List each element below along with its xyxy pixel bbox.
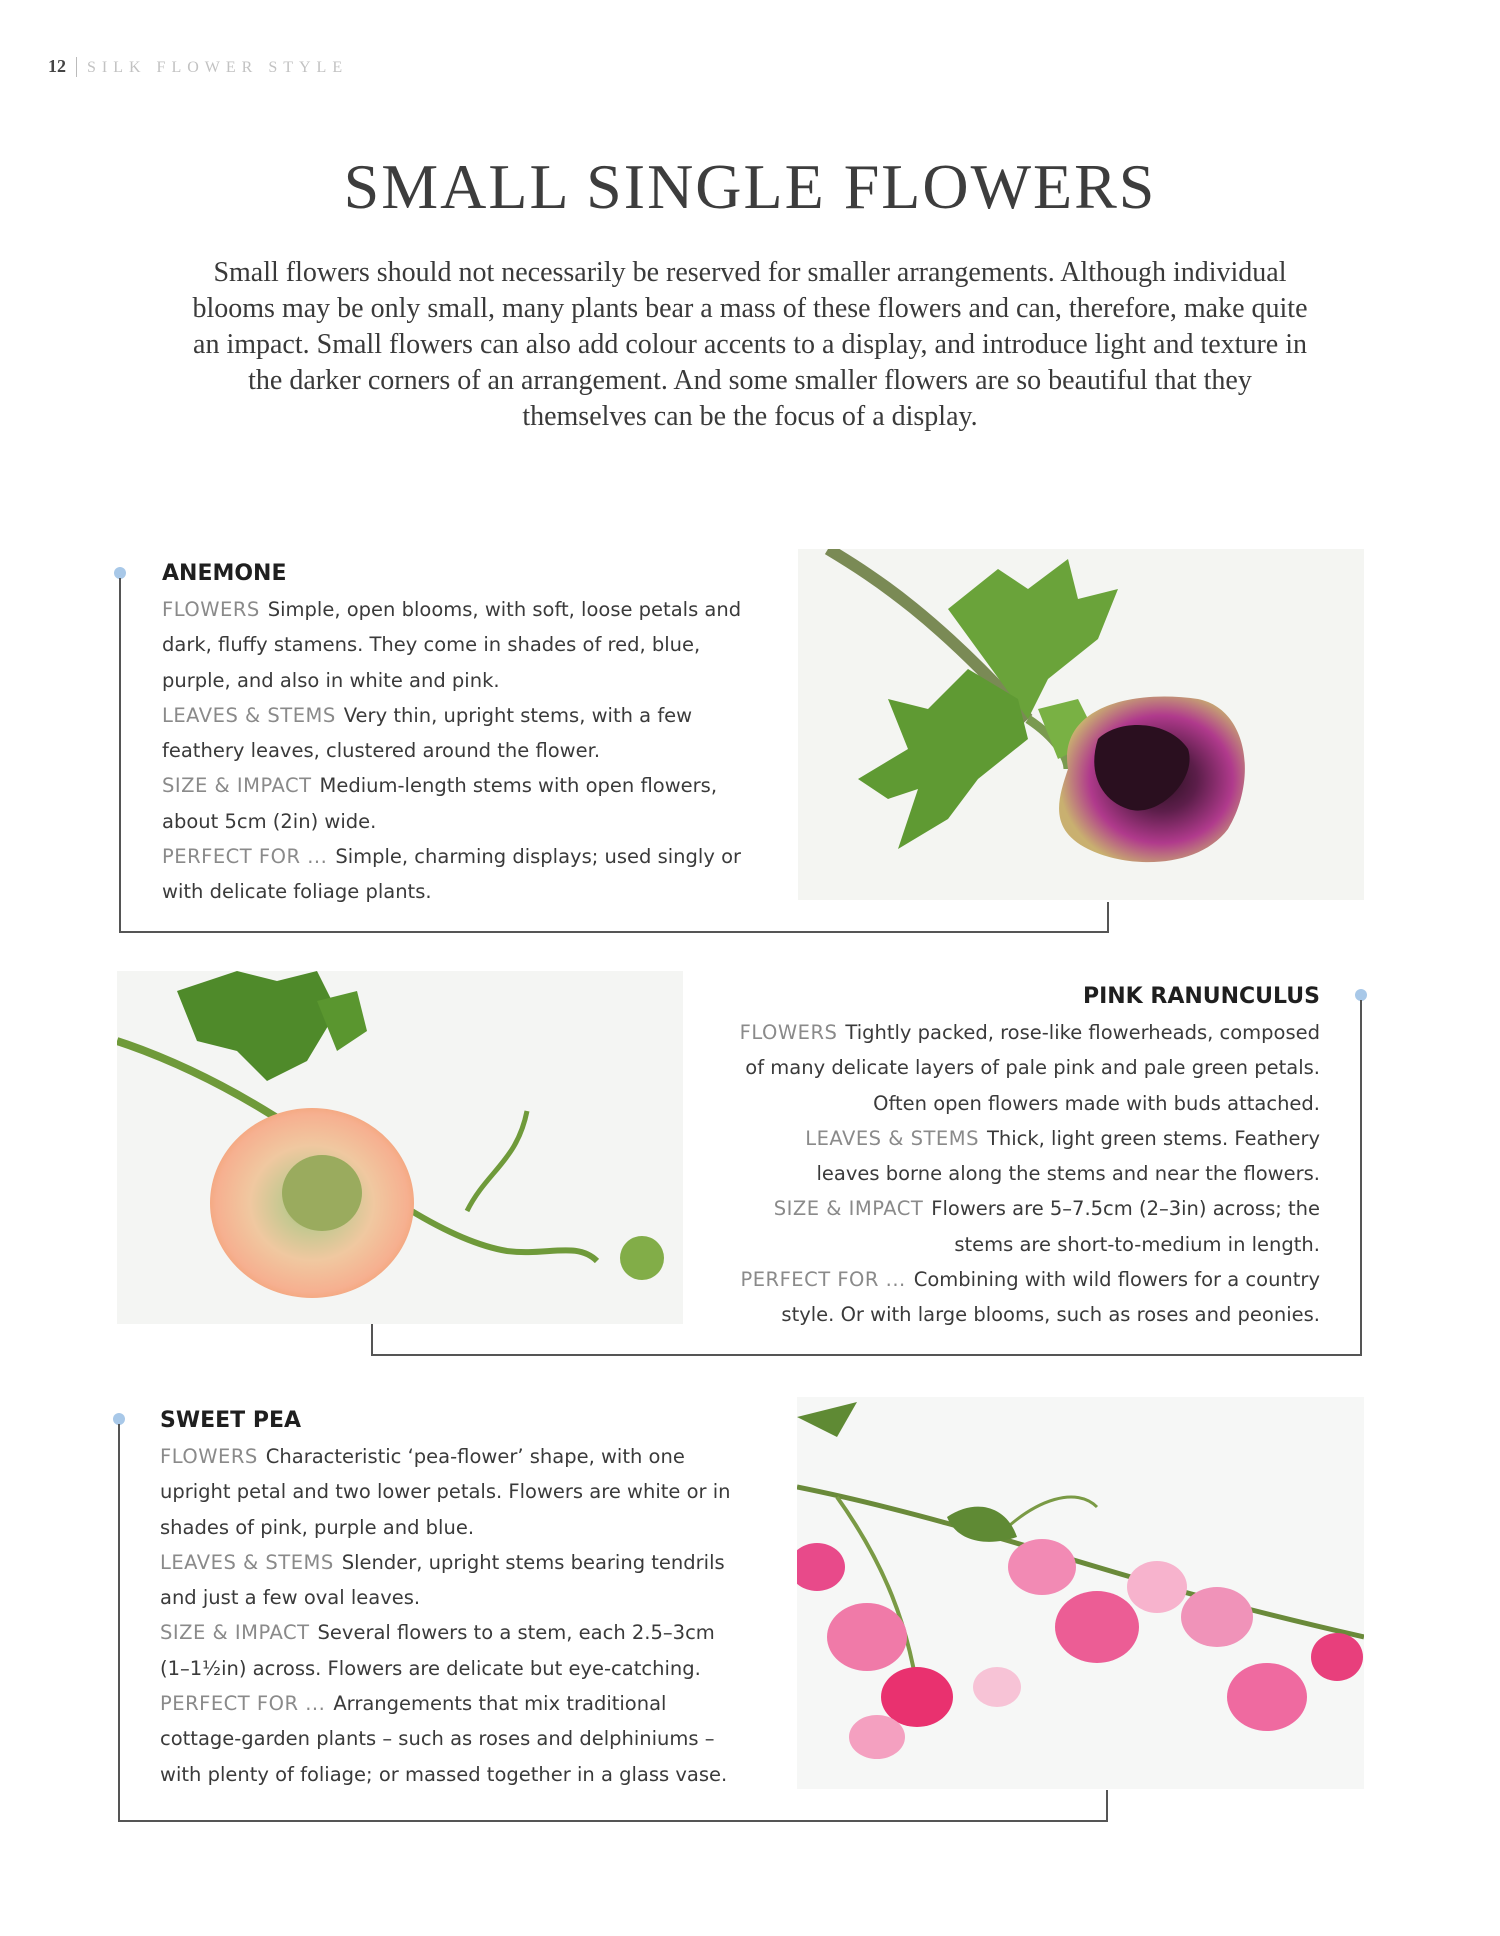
- anemone-leaves: Very thin, upright stems, with a few feathery leaves, clustered around the flower.: [162, 703, 693, 763]
- anemone-frame-bottom: [119, 931, 1109, 933]
- anemone-frame-left: [119, 578, 121, 932]
- sweet-pea-flowers: Characteristic ‘pea-flower’ shape, with one upright petal and two lower petals. Flowers are white or in shades of pink, purple and blue.: [160, 1445, 731, 1539]
- anemone-size-label: SIZE & IMPACT: [162, 774, 312, 798]
- sweet-pea-title: SWEET PEA: [160, 1408, 302, 1433]
- sweet-pea-frame-left: [118, 1424, 120, 1822]
- ranunculus-text: [736, 1015, 1320, 1333]
- ranunculus-flowers-label: FLOWERS: [739, 1021, 838, 1044]
- ranunculus-frame-bottom: [371, 1354, 1362, 1356]
- sweet-pea-size: Several flowers to a stem, each 2.5–3cm (1–1½in) across. Flowers are delicate but eye-catching.: [160, 1621, 715, 1680]
- ranunculus-title: PINK RANUNCULUS: [1082, 984, 1320, 1009]
- sweet-pea-size-label: SIZE & IMPACT: [160, 1621, 310, 1645]
- ranunculus-perfect: Combining with wild flowers for a country style. Or with large blooms, such as roses and peonies.: [781, 1268, 1320, 1327]
- anemone-size: Medium-length stems with open flowers, about 5cm (2in) wide.: [162, 774, 718, 833]
- running-head: [48, 56, 348, 77]
- ranunculus-frame-left: [371, 1324, 373, 1355]
- intro-paragraph: Small flowers should not necessarily be reserved for smaller arrangements. Although individual blooms may be only small, many plants bear a mass of these flowers and can, therefore, make quite an impact. Small flowers can also add colour accents to a display, and introduce light and texture in the darker corners of an arrangement. And some smaller flowers are so beautiful that they themselves can be the focus of a display.: [192, 257, 1308, 432]
- running-head-divider: [76, 57, 77, 77]
- sweet-pea-frame-right: [1106, 1790, 1108, 1822]
- ranunculus-size-label: SIZE & IMPACT: [773, 1197, 924, 1221]
- ranunculus-section: [736, 984, 1320, 1333]
- sweet-pea-flowers-label: FLOWERS: [160, 1445, 258, 1468]
- sweet-pea-leaves-label: LEAVES & STEMS: [160, 1550, 334, 1574]
- page-title: SMALL SINGLE FLOWERS: [343, 151, 1157, 222]
- ranunculus-leaves-label: LEAVES & STEMS: [805, 1126, 979, 1150]
- sweet-pea-perfect-label: PERFECT FOR ...: [160, 1692, 326, 1716]
- anemone-perfect: Simple, charming displays; used singly or with delicate foliage plants.: [162, 845, 742, 904]
- sweet-pea-perfect: Arrangements that mix traditional cottage-garden plants – such as roses and delphiniums – with plenty of foliage; or massed together in a glass vase.: [160, 1692, 728, 1786]
- sweet-pea-leaves: Slender, upright stems bearing tendrils and just a few oval leaves.: [160, 1550, 725, 1610]
- ranunculus-size: Flowers are 5–7.5cm (2–3in) across; the stems are short-to-medium in length.: [931, 1197, 1320, 1256]
- book-title: SILK FLOWER STYLE: [87, 59, 349, 76]
- ranunculus-flowers: Tightly packed, rose-like flowerheads, composed of many delicate layers of pale pink and pale green petals. Often open flowers made with buds attached.: [745, 1021, 1320, 1115]
- anemone-photo: [798, 549, 1364, 900]
- sweet-pea-text: [160, 1439, 750, 1792]
- ranunculus-photo: [117, 971, 683, 1324]
- ranunculus-leaves: Thick, light green stems. Feathery leaves borne along the stems and near the flowers.: [816, 1126, 1320, 1186]
- anemone-section: [162, 561, 742, 910]
- anemone-title: ANEMONE: [162, 561, 287, 586]
- anemone-flowers: Simple, open blooms, with soft, loose petals and dark, fluffy stamens. They come in shades of red, blue, purple, and also in white and pink.: [162, 598, 742, 692]
- anemone-text: [162, 592, 742, 910]
- anemone-frame-right: [1107, 902, 1109, 933]
- anemone-perfect-label: PERFECT FOR ...: [162, 845, 328, 869]
- anemone-flowers-label: FLOWERS: [162, 598, 260, 621]
- ranunculus-frame-right: [1360, 1000, 1362, 1355]
- sweet-pea-frame-bottom: [118, 1820, 1108, 1822]
- ranunculus-perfect-label: PERFECT FOR ...: [740, 1268, 906, 1292]
- sweet-pea-photo: [797, 1397, 1364, 1789]
- page-number: 12: [48, 56, 66, 76]
- anemone-leaves-label: LEAVES & STEMS: [162, 703, 336, 727]
- sweet-pea-section: [160, 1408, 750, 1792]
